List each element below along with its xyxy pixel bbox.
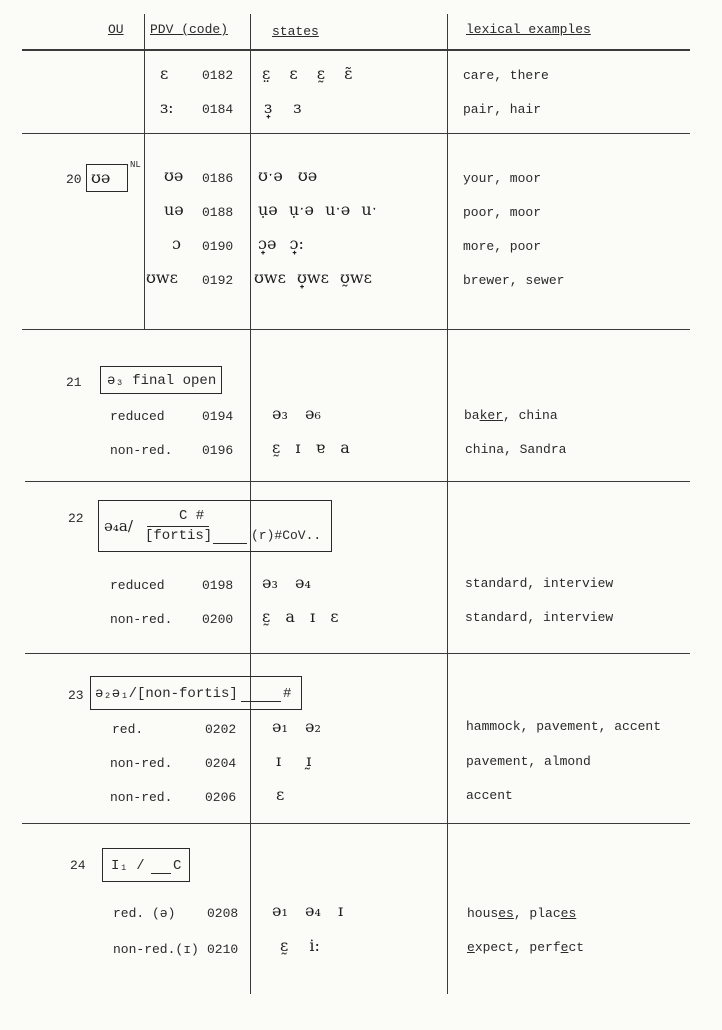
code: 0208 xyxy=(207,906,239,921)
lexical: pavement, almond xyxy=(466,754,591,769)
ou-box xyxy=(98,500,332,552)
code: 0196 xyxy=(202,443,234,458)
lexical-text: , plac xyxy=(513,906,561,921)
lexical: more, poor xyxy=(463,239,542,254)
ou-box-symbol: ʊə xyxy=(91,168,111,187)
states: ə₁ ə₄ ɪ xyxy=(272,901,344,920)
lexical: standard, interview xyxy=(465,610,614,625)
ou-box-top: C # xyxy=(179,508,205,524)
lexical xyxy=(467,906,576,921)
symbol: ʊə xyxy=(164,166,184,185)
row-rule xyxy=(22,329,690,330)
ou-box xyxy=(90,676,302,710)
ou-number: 21 xyxy=(66,375,82,390)
lexical-underlined: e xyxy=(560,940,569,955)
ou-box xyxy=(86,164,128,192)
code: 0184 xyxy=(202,102,234,117)
code: 0200 xyxy=(202,612,234,627)
symbol: non-red. xyxy=(110,756,173,771)
lexical: poor, moor xyxy=(463,205,542,220)
states: ɛ̰ a ɪ ɛ xyxy=(262,607,339,626)
divider-lexical xyxy=(447,14,448,994)
header-ou: OU xyxy=(108,22,124,37)
lexical: pair, hair xyxy=(463,102,542,117)
ou-number: 22 xyxy=(68,511,84,526)
row-rule xyxy=(25,653,690,654)
row-rule xyxy=(22,133,690,134)
lexical-text: ba xyxy=(464,408,480,423)
symbol: non-red. xyxy=(110,790,173,805)
ou-number: 23 xyxy=(68,688,84,703)
symbol: ɜ: xyxy=(160,98,174,117)
code: 0210 xyxy=(207,942,239,957)
lexical: your, moor xyxy=(463,171,542,186)
states: ɔ̟ə ɔ̟: xyxy=(258,234,304,253)
symbol: ʊwɛ xyxy=(146,268,178,287)
lexical-text: xpect, perf xyxy=(474,940,561,955)
code: 0188 xyxy=(202,205,234,220)
lexical: accent xyxy=(466,788,513,803)
states: ə₃ ə₄ xyxy=(262,573,311,592)
ou-box-symbol: ə₂ə₁/[non-fortis] xyxy=(95,686,238,702)
symbol: non-red. xyxy=(110,443,173,458)
lexical-text: hous xyxy=(467,906,499,921)
ou-box-tail: # xyxy=(283,686,292,702)
header-pdv: PDV (code) xyxy=(150,22,229,37)
ou-box-fortis: [fortis] xyxy=(145,528,213,544)
symbol: reduced xyxy=(110,578,165,593)
ou-box xyxy=(100,366,222,394)
code: 0202 xyxy=(205,722,237,737)
header-lexical: lexical examples xyxy=(466,22,591,37)
states: ɜ̟ ɜ xyxy=(264,98,302,117)
lexical: brewer, sewer xyxy=(463,273,565,288)
code: 0198 xyxy=(202,578,234,593)
code: 0192 xyxy=(202,273,234,288)
ou-box-blank xyxy=(151,863,171,874)
states: ɪ ɪ̰ xyxy=(276,751,312,770)
code: 0182 xyxy=(202,68,234,83)
ou-box-blank xyxy=(241,691,281,702)
lexical-underlined: es xyxy=(560,906,577,921)
code: 0206 xyxy=(205,790,237,805)
symbol: non-red. xyxy=(110,612,173,627)
states: ɛ̰ i: xyxy=(280,936,320,955)
symbol: ɔ xyxy=(172,234,181,253)
ou-box-tail: (r)#CoV.. xyxy=(251,528,322,543)
states: ə₁ ə₂ xyxy=(272,717,321,736)
ou-number: 20 xyxy=(66,172,82,187)
code: 0190 xyxy=(202,239,234,254)
states: ɛ̤ ɛ ɛ̰ ɛ̃ xyxy=(262,64,353,83)
lexical-underlined: ker xyxy=(479,408,504,423)
divider-pdv xyxy=(144,14,145,330)
states: ɛ̰ ɪ ɐ a xyxy=(272,438,350,457)
ou-box-symbol: ə₄a/ xyxy=(104,517,133,535)
symbol: reduced xyxy=(110,409,165,424)
states: ʊˑə ʊə xyxy=(258,166,318,185)
ou-box-label: ə₃ final open xyxy=(107,373,217,389)
lexical: care, there xyxy=(463,68,549,83)
states: ɛ xyxy=(276,785,285,804)
ou-box-symbol: I₁ / xyxy=(111,858,145,874)
symbol: uə xyxy=(164,200,184,219)
header-rule xyxy=(22,49,690,51)
ou-box-superscript: NL xyxy=(130,160,141,170)
states: ə₃ ə₆ xyxy=(272,404,321,423)
row-rule xyxy=(22,823,690,824)
lexical-text: , china xyxy=(503,408,558,423)
ou-number: 24 xyxy=(70,858,86,873)
lexical xyxy=(464,408,558,423)
lexical: standard, interview xyxy=(465,576,614,591)
ou-box-rule xyxy=(147,526,209,527)
lexical-underlined: e xyxy=(467,940,475,955)
lexical xyxy=(467,940,584,955)
ou-box-tail: C xyxy=(173,858,182,874)
code: 0204 xyxy=(205,756,237,771)
code: 0194 xyxy=(202,409,234,424)
ou-box-blank xyxy=(213,533,247,544)
lexical-underlined: es xyxy=(498,906,514,921)
lexical: hammock, pavement, accent xyxy=(466,719,662,734)
lexical-text: ct xyxy=(568,940,585,955)
symbol: ɛ xyxy=(160,64,169,83)
states: ʊwɛ ʊ̟wɛ ʊ̰wɛ xyxy=(254,268,372,287)
states: ụə ụˑə uˑə uˑ xyxy=(258,200,378,219)
row-rule xyxy=(25,481,690,482)
header-states: states xyxy=(272,24,319,39)
symbol: non-red.(ɪ) xyxy=(113,942,199,957)
symbol: red. xyxy=(112,722,144,737)
code: 0186 xyxy=(202,171,234,186)
symbol: red. (ə) xyxy=(113,906,176,921)
ou-box xyxy=(102,848,190,882)
lexical: china, Sandra xyxy=(465,442,567,457)
